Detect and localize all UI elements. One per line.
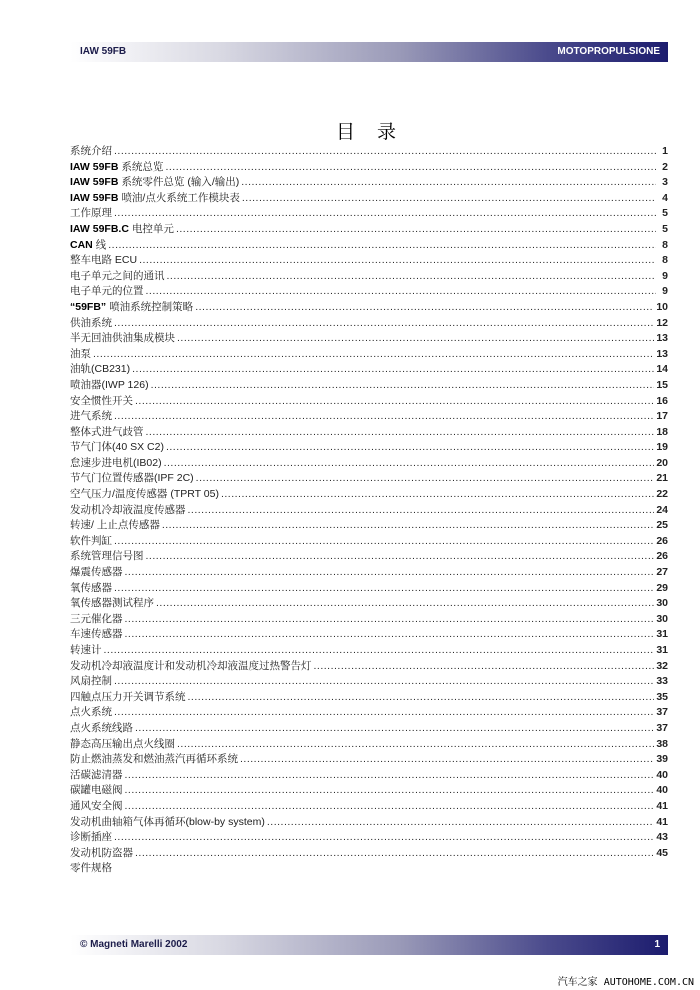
toc-entry-page: 41 bbox=[656, 815, 668, 828]
toc-entry-page: 31 bbox=[656, 628, 668, 641]
toc-leader-dots bbox=[146, 285, 657, 297]
toc-entry-page: 33 bbox=[656, 675, 668, 688]
toc-entry-page: 26 bbox=[656, 550, 668, 563]
toc-leader-dots bbox=[125, 613, 655, 625]
toc-entry[interactable] bbox=[70, 860, 668, 876]
toc-entry-title: 转速/ 上止点传感器 bbox=[70, 519, 160, 532]
toc-entry[interactable] bbox=[70, 611, 668, 627]
toc-leader-dots bbox=[146, 550, 655, 562]
toc-entry-page: 4 bbox=[662, 191, 668, 204]
toc-entry[interactable] bbox=[70, 174, 668, 190]
watermark: 汽车之家 AUTOHOME.COM.CN bbox=[557, 977, 694, 988]
toc-leader-dots bbox=[221, 488, 654, 500]
toc-entry[interactable] bbox=[70, 252, 668, 268]
toc-leader-dots bbox=[114, 535, 654, 547]
toc-entry-title: 喷油/点火系统工作模块表 bbox=[121, 191, 240, 204]
toc-entry-title: 线 bbox=[95, 238, 107, 251]
toc-entry[interactable] bbox=[70, 330, 668, 346]
toc-entry[interactable] bbox=[70, 221, 668, 237]
toc-leader-dots bbox=[108, 239, 656, 251]
page-title: 目 录 bbox=[335, 121, 405, 143]
toc-leader-dots bbox=[135, 847, 654, 859]
toc-entry-page: 17 bbox=[656, 410, 668, 423]
toc-leader-dots bbox=[151, 379, 655, 391]
toc-entry[interactable] bbox=[70, 205, 668, 221]
toc-entry-title: 爆震传感器 bbox=[70, 566, 123, 579]
toc-entry-page: 45 bbox=[656, 846, 668, 859]
toc-entry-title: 进气系统 bbox=[70, 410, 112, 423]
toc-entry-page: 35 bbox=[656, 690, 668, 703]
toc-leader-dots bbox=[104, 644, 655, 656]
toc-entry-page: 30 bbox=[656, 597, 668, 610]
toc-entry-title: 半无回油供油集成模块 bbox=[70, 332, 175, 345]
toc-entry-title: 空气压力/温度传感器 (TPRT 05) bbox=[70, 488, 219, 501]
toc-leader-dots bbox=[165, 161, 656, 173]
toc-entry[interactable] bbox=[70, 470, 668, 486]
toc-leader-dots bbox=[135, 395, 654, 407]
toc-entry-page: 5 bbox=[662, 222, 668, 235]
toc-entry-page: 3 bbox=[662, 176, 668, 189]
toc-entry-title: 电子单元的位置 bbox=[70, 285, 144, 298]
toc-entry[interactable] bbox=[70, 704, 668, 720]
header-model: IAW 59FB bbox=[80, 46, 127, 57]
toc-entry[interactable] bbox=[70, 283, 668, 299]
toc-entry-page: 10 bbox=[656, 300, 668, 313]
toc-entry-code: CAN bbox=[70, 238, 93, 251]
toc-entry-title: 发动机冷却液温度传感器 bbox=[70, 503, 186, 516]
toc-entry[interactable] bbox=[70, 377, 668, 393]
toc-entry-page: 8 bbox=[662, 254, 668, 267]
toc-entry-page: 5 bbox=[662, 207, 668, 220]
toc-entry-page: 15 bbox=[656, 378, 668, 391]
toc-entry-page: 24 bbox=[656, 503, 668, 516]
toc-leader-dots bbox=[195, 301, 654, 313]
toc-entry[interactable] bbox=[70, 626, 668, 642]
toc-leader-dots bbox=[135, 722, 654, 734]
toc-entry-page: 19 bbox=[656, 441, 668, 454]
toc-entry-title: 系统零件总览 (输入/输出) bbox=[121, 176, 240, 189]
toc-entry-page: 22 bbox=[656, 488, 668, 501]
toc-leader-dots bbox=[114, 207, 656, 219]
toc-entry-page: 37 bbox=[656, 706, 668, 719]
toc-entry-code: “59FB” bbox=[70, 300, 107, 313]
toc-entry-page: 37 bbox=[656, 721, 668, 734]
toc-leader-dots bbox=[241, 176, 656, 188]
toc-entry-title: 静态高压输出点火线圈 bbox=[70, 737, 175, 750]
header-bar bbox=[70, 42, 668, 62]
toc-entry-title: 供油系统 bbox=[70, 316, 112, 329]
toc-entry[interactable] bbox=[70, 642, 668, 658]
toc-entry-title: 怠速步进电机(IB02) bbox=[70, 456, 162, 469]
toc-leader-dots bbox=[114, 706, 654, 718]
toc-entry[interactable] bbox=[70, 190, 668, 206]
toc-entry-title: 点火系统线路 bbox=[70, 721, 133, 734]
toc-entry-page: 27 bbox=[656, 566, 668, 579]
toc-leader-dots bbox=[139, 254, 656, 266]
toc-entry[interactable] bbox=[70, 455, 668, 471]
toc-entry-page: 12 bbox=[656, 316, 668, 329]
toc-entry-title: 转速计 bbox=[70, 644, 102, 656]
toc-entry-title: 发动机曲轴箱气体再循环(blow-by system) bbox=[70, 815, 265, 828]
toc-entry-title: 四触点压力开关调节系统 bbox=[70, 690, 186, 703]
toc-entry-title: 三元催化器 bbox=[70, 612, 123, 625]
toc-entry-title: 诊断插座 bbox=[70, 831, 112, 844]
toc-leader-dots bbox=[114, 145, 656, 157]
toc-entry[interactable] bbox=[70, 159, 668, 175]
toc-entry-page: 9 bbox=[662, 269, 668, 282]
toc-leader-dots bbox=[125, 566, 655, 578]
toc-entry-page: 8 bbox=[662, 238, 668, 251]
toc-entry-page: 20 bbox=[656, 456, 668, 469]
toc-entry-title: 整体式进气歧管 bbox=[70, 425, 144, 438]
toc-leader-dots bbox=[177, 738, 654, 750]
toc-entry[interactable] bbox=[70, 548, 668, 564]
toc-leader-dots bbox=[177, 332, 654, 344]
toc-entry-title: 节气门位置传感器(IPF 2C) bbox=[70, 472, 194, 485]
toc-entry-title: 整车电路 ECU bbox=[70, 254, 138, 267]
toc-entry-title: 系统总览 bbox=[121, 160, 164, 173]
footer-copyright: © Magneti Marelli 2002 bbox=[80, 939, 188, 950]
toc-entry[interactable] bbox=[70, 689, 668, 705]
toc-entry[interactable] bbox=[70, 829, 668, 845]
toc-entry-page: 29 bbox=[656, 581, 668, 594]
toc-entry-title: 发动机防盗器 bbox=[70, 846, 133, 859]
toc-entry[interactable] bbox=[70, 408, 668, 424]
toc-entry-page: 21 bbox=[656, 472, 668, 485]
toc-entry-page: 9 bbox=[662, 285, 668, 298]
toc-leader-dots bbox=[242, 192, 656, 204]
toc-entry[interactable] bbox=[70, 751, 668, 767]
toc-entry-page: 13 bbox=[656, 347, 668, 360]
toc-entry-page: 30 bbox=[656, 612, 668, 625]
toc-entry-page: 26 bbox=[656, 534, 668, 547]
toc-entry[interactable] bbox=[70, 595, 668, 611]
toc-entry-page: 38 bbox=[656, 737, 668, 750]
toc-entry-title: 氧传感器 bbox=[70, 581, 112, 594]
toc-entry-title: 喷油系统控制策略 bbox=[109, 300, 194, 313]
toc-entry-title: 碳罐电磁阀 bbox=[70, 784, 123, 797]
footer-bar bbox=[70, 935, 668, 955]
toc-entry-title: 油泵 bbox=[70, 347, 91, 360]
toc-entry-title: 防止燃油蒸发和燃油蒸汽再循环系统 bbox=[70, 753, 238, 766]
toc-leader-dots bbox=[267, 816, 654, 828]
toc-entry[interactable] bbox=[70, 237, 668, 253]
toc-entry-title: 氧传感器测试程序 bbox=[70, 597, 154, 610]
toc-entry-code: IAW 59FB.C bbox=[70, 222, 129, 235]
toc-entry[interactable] bbox=[70, 315, 668, 331]
toc-leader-dots bbox=[164, 457, 655, 469]
toc-leader-dots bbox=[314, 660, 655, 672]
toc-leader-dots bbox=[176, 223, 656, 235]
toc-leader-dots bbox=[188, 504, 655, 516]
toc-leader-dots bbox=[240, 753, 654, 765]
toc-entry[interactable] bbox=[70, 268, 668, 284]
toc-entry[interactable] bbox=[70, 502, 668, 518]
toc-entry[interactable] bbox=[70, 814, 668, 830]
toc-entry-page: 2 bbox=[662, 160, 668, 173]
toc-entry[interactable] bbox=[70, 424, 668, 440]
toc-leader-dots bbox=[114, 410, 654, 422]
toc-entry[interactable] bbox=[70, 361, 668, 377]
toc-entry-title: 车速传感器 bbox=[70, 628, 123, 641]
toc-entry-title: 发动机冷却液温度计和发动机冷却液温度过热警告灯 bbox=[70, 659, 312, 672]
toc-entry-page: 1 bbox=[662, 145, 668, 157]
toc-entry-title: 系统管理信号图 bbox=[70, 550, 144, 563]
toc-entry[interactable] bbox=[70, 143, 668, 159]
toc-entry-title: 风扇控制 bbox=[70, 675, 112, 688]
toc-entry-code: IAW 59FB bbox=[70, 176, 119, 189]
toc-entry[interactable] bbox=[70, 533, 668, 549]
toc-entry-page: 32 bbox=[656, 659, 668, 672]
toc-entry[interactable] bbox=[70, 580, 668, 596]
toc-entry[interactable] bbox=[70, 658, 668, 674]
toc-entry-title: 活碳滤清器 bbox=[70, 768, 123, 781]
toc-leader-dots bbox=[196, 472, 655, 484]
toc-entry[interactable] bbox=[70, 782, 668, 798]
toc-entry[interactable] bbox=[70, 346, 668, 362]
toc-leader-dots bbox=[114, 317, 654, 329]
toc-entry-page: 16 bbox=[656, 394, 668, 407]
toc-leader-dots bbox=[132, 363, 654, 375]
toc-leader-dots bbox=[114, 675, 654, 687]
toc-entry-title: 安全惯性开关 bbox=[70, 394, 133, 407]
toc-leader-dots bbox=[125, 800, 655, 812]
toc-entry[interactable] bbox=[70, 720, 668, 736]
toc-entry-title: 喷油器(IWP 126) bbox=[70, 378, 149, 391]
toc-entry[interactable] bbox=[70, 393, 668, 409]
page-number: 1 bbox=[654, 939, 660, 950]
toc-entry-page: 40 bbox=[656, 784, 668, 797]
toc-entry[interactable] bbox=[70, 517, 668, 533]
toc-entry[interactable] bbox=[70, 486, 668, 502]
toc-entry-code: IAW 59FB bbox=[70, 160, 119, 173]
toc-entry-title: 油轨(CB231) bbox=[70, 363, 131, 376]
toc-leader-dots bbox=[114, 582, 654, 594]
toc-leader-dots bbox=[146, 426, 655, 438]
toc-entry-title: 电子单元之间的通讯 bbox=[70, 269, 165, 282]
toc-entry[interactable] bbox=[70, 564, 668, 580]
toc-leader-dots bbox=[162, 519, 654, 531]
toc-entry[interactable] bbox=[70, 299, 668, 315]
toc-leader-dots bbox=[114, 831, 654, 843]
toc-entry-title: 工作原理 bbox=[70, 207, 112, 220]
toc-leader-dots bbox=[167, 270, 657, 282]
toc-entry-page: 13 bbox=[656, 332, 668, 345]
toc-entry-page: 39 bbox=[656, 753, 668, 766]
toc-leader-dots bbox=[125, 784, 655, 796]
toc-leader-dots bbox=[125, 769, 655, 781]
toc-entry[interactable] bbox=[70, 767, 668, 783]
toc-entry-title: 软件判缸 bbox=[70, 534, 112, 547]
toc-entry-page: 31 bbox=[656, 644, 668, 656]
toc-entry[interactable] bbox=[70, 439, 668, 455]
toc-entry-title: 零件规格 bbox=[70, 862, 112, 875]
toc-entry-page: 25 bbox=[656, 519, 668, 532]
toc-leader-dots bbox=[93, 348, 654, 360]
toc-entry-page: 14 bbox=[656, 363, 668, 376]
table-of-contents bbox=[70, 143, 668, 876]
toc-entry[interactable] bbox=[70, 736, 668, 752]
toc-entry-page: 41 bbox=[656, 799, 668, 812]
toc-entry-title: 点火系统 bbox=[70, 706, 112, 719]
toc-entry-page: 40 bbox=[656, 768, 668, 781]
toc-entry-code: IAW 59FB bbox=[70, 191, 119, 204]
header-section: MOTOPROPULSIONE bbox=[557, 46, 660, 57]
toc-entry-page: 43 bbox=[656, 831, 668, 844]
toc-entry-title: 系统介绍 bbox=[70, 145, 112, 157]
toc-leader-dots bbox=[166, 441, 654, 453]
toc-leader-dots bbox=[125, 628, 655, 640]
toc-leader-dots bbox=[188, 691, 655, 703]
toc-entry[interactable] bbox=[70, 798, 668, 814]
toc-entry-title: 电控单元 bbox=[131, 222, 174, 235]
toc-entry-title: 通风安全阀 bbox=[70, 799, 123, 812]
toc-entry[interactable] bbox=[70, 845, 668, 861]
toc-leader-dots bbox=[156, 597, 654, 609]
toc-entry[interactable] bbox=[70, 673, 668, 689]
toc-entry-page: 18 bbox=[656, 425, 668, 438]
toc-entry-title: 节气门体(40 SX C2) bbox=[70, 441, 164, 454]
